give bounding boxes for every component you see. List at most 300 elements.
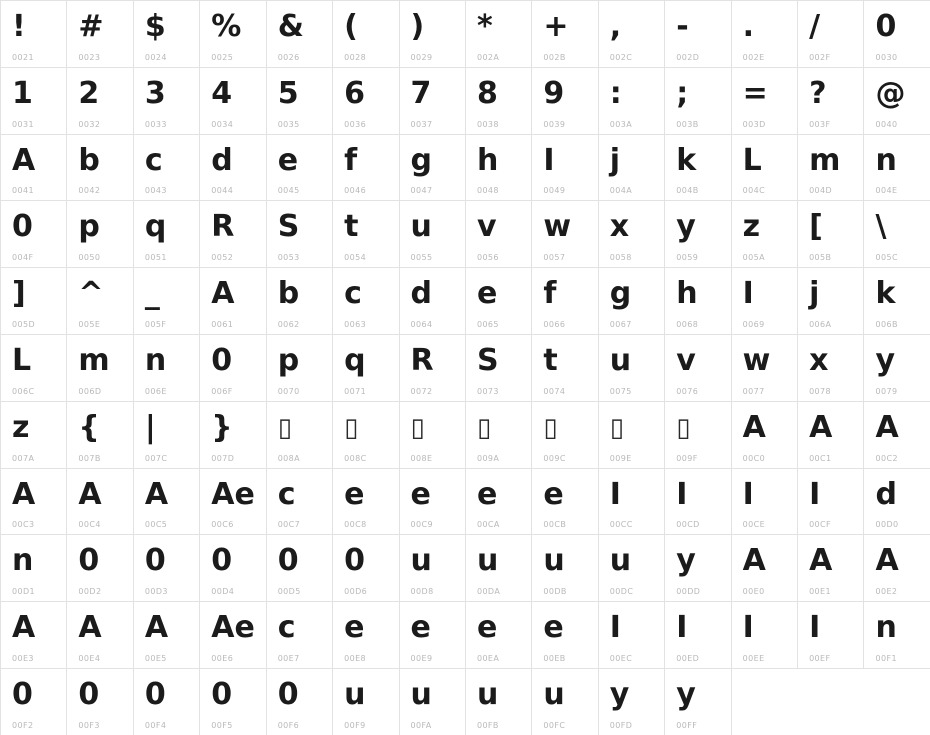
glyph-preview: | xyxy=(144,409,156,445)
glyph-cell[interactable] xyxy=(333,669,399,735)
glyph-cell[interactable] xyxy=(532,535,598,602)
glyph-cell[interactable] xyxy=(532,335,598,402)
glyph-cell[interactable] xyxy=(732,335,798,402)
glyph-cell[interactable] xyxy=(200,535,266,602)
glyph-codepoint: 005C xyxy=(875,253,898,263)
glyph-cell[interactable] xyxy=(798,68,864,135)
glyph-preview: I xyxy=(609,476,621,512)
glyph-cell[interactable] xyxy=(134,68,200,135)
glyph-preview: v xyxy=(476,209,497,245)
glyph-codepoint: 0072 xyxy=(410,386,433,396)
glyph-cell[interactable] xyxy=(532,268,598,335)
glyph-codepoint: 00FC xyxy=(543,720,566,730)
glyph-codepoint: 0021 xyxy=(12,52,34,62)
glyph-codepoint: 00D3 xyxy=(144,587,168,597)
glyph-cell[interactable] xyxy=(665,201,731,268)
glyph-cell[interactable] xyxy=(466,335,532,402)
glyph-codepoint: 002F xyxy=(809,52,831,62)
glyph-preview: ) xyxy=(410,9,425,44)
glyph-cell[interactable] xyxy=(267,469,333,536)
glyph-cell[interactable] xyxy=(599,402,665,469)
glyph-cell[interactable] xyxy=(798,469,864,536)
glyph-cell[interactable] xyxy=(732,68,798,135)
glyph-cell[interactable] xyxy=(1,68,67,135)
glyph-codepoint: 0071 xyxy=(344,386,367,396)
glyph-cell[interactable] xyxy=(864,535,930,602)
glyph-codepoint: 0065 xyxy=(476,319,499,329)
glyph-codepoint: 0029 xyxy=(410,52,433,62)
glyph-preview: 4 xyxy=(211,75,233,111)
glyph-codepoint: 005E xyxy=(78,319,101,329)
glyph-cell[interactable] xyxy=(400,268,466,335)
glyph-preview: e xyxy=(543,610,564,646)
glyph-codepoint: 00F5 xyxy=(211,720,233,730)
glyph-preview: ▯ xyxy=(609,412,625,443)
glyph-cell[interactable] xyxy=(200,469,266,536)
glyph-cell[interactable] xyxy=(532,68,598,135)
glyph-codepoint: 004E xyxy=(875,186,898,196)
glyph-cell[interactable] xyxy=(67,135,133,202)
glyph-cell[interactable] xyxy=(599,669,665,735)
glyph-cell[interactable] xyxy=(67,1,133,68)
glyph-preview: Ae xyxy=(211,610,255,646)
glyph-codepoint: 00C9 xyxy=(410,520,433,530)
glyph-cell[interactable] xyxy=(200,268,266,335)
glyph-codepoint: 00D6 xyxy=(344,587,368,597)
glyph-cell[interactable] xyxy=(267,135,333,202)
glyph-preview: e xyxy=(410,476,431,512)
glyph-cell[interactable] xyxy=(732,135,798,202)
glyph-cell[interactable] xyxy=(665,68,731,135)
glyph-cell[interactable] xyxy=(134,669,200,735)
glyph-cell[interactable] xyxy=(1,335,67,402)
glyph-cell[interactable] xyxy=(665,602,731,669)
glyph-preview: @ xyxy=(875,75,906,111)
glyph-cell[interactable] xyxy=(200,669,266,735)
glyph-cell[interactable] xyxy=(400,602,466,669)
glyph-codepoint: 00EE xyxy=(742,653,765,663)
glyph-cell[interactable] xyxy=(400,1,466,68)
glyph-preview: 0 xyxy=(211,676,233,712)
glyph-cell[interactable] xyxy=(466,402,532,469)
glyph-cell[interactable] xyxy=(466,1,532,68)
glyph-cell[interactable] xyxy=(599,68,665,135)
glyph-preview: L xyxy=(12,342,32,378)
glyph-preview: \ xyxy=(875,209,887,245)
glyph-cell[interactable] xyxy=(532,602,598,669)
glyph-cell[interactable] xyxy=(1,402,67,469)
glyph-preview: 7 xyxy=(410,75,432,111)
glyph-preview: n xyxy=(875,610,897,646)
glyph-preview: p xyxy=(277,342,300,378)
glyph-preview: 2 xyxy=(78,75,100,111)
glyph-codepoint: 0069 xyxy=(742,319,765,329)
glyph-cell[interactable] xyxy=(1,1,67,68)
glyph-codepoint: 00F4 xyxy=(144,720,167,730)
glyph-cell[interactable] xyxy=(466,268,532,335)
glyph-preview: A xyxy=(12,142,36,178)
glyph-codepoint: 00CB xyxy=(543,520,567,530)
glyph-cell[interactable] xyxy=(333,469,399,536)
glyph-codepoint: 0047 xyxy=(410,186,433,196)
glyph-cell[interactable] xyxy=(798,402,864,469)
glyph-codepoint: 002E xyxy=(742,52,765,62)
glyph-codepoint: 0036 xyxy=(344,119,367,129)
glyph-codepoint: 00FF xyxy=(676,720,698,730)
glyph-cell[interactable] xyxy=(134,335,200,402)
glyph-cell[interactable] xyxy=(333,201,399,268)
glyph-codepoint: 006B xyxy=(875,319,898,329)
glyph-cell[interactable] xyxy=(67,669,133,735)
glyph-cell[interactable] xyxy=(599,602,665,669)
glyph-codepoint: 005D xyxy=(12,319,36,329)
glyph-cell[interactable] xyxy=(200,1,266,68)
glyph-codepoint: 00E8 xyxy=(344,653,367,663)
glyph-preview: e xyxy=(410,610,431,646)
glyph-cell[interactable] xyxy=(466,135,532,202)
glyph-codepoint: 007B xyxy=(78,453,101,463)
glyph-codepoint: 0066 xyxy=(543,319,566,329)
glyph-preview: I xyxy=(742,476,754,512)
glyph-cell[interactable] xyxy=(798,335,864,402)
glyph-cell[interactable] xyxy=(267,335,333,402)
glyph-preview: : xyxy=(609,75,622,111)
glyph-cell[interactable] xyxy=(732,268,798,335)
glyph-cell[interactable] xyxy=(400,535,466,602)
glyph-cell[interactable] xyxy=(864,402,930,469)
glyph-cell[interactable] xyxy=(200,335,266,402)
glyph-codepoint: 0028 xyxy=(344,52,367,62)
glyph-cell[interactable] xyxy=(400,669,466,735)
glyph-cell[interactable] xyxy=(333,68,399,135)
glyph-codepoint: 003D xyxy=(742,119,766,129)
glyph-preview: & xyxy=(277,9,304,44)
glyph-cell[interactable] xyxy=(466,602,532,669)
glyph-cell[interactable] xyxy=(732,535,798,602)
glyph-cell[interactable] xyxy=(599,135,665,202)
glyph-preview: e xyxy=(476,476,498,512)
glyph-preview: ▯ xyxy=(543,412,558,443)
glyph-preview: x xyxy=(809,342,829,378)
glyph-cell[interactable] xyxy=(665,402,731,469)
glyph-cell[interactable] xyxy=(532,1,598,68)
glyph-cell[interactable] xyxy=(798,535,864,602)
glyph-cell[interactable] xyxy=(864,68,930,135)
glyph-preview: u xyxy=(476,676,499,712)
glyph-cell[interactable] xyxy=(67,335,133,402)
glyph-codepoint: 00E7 xyxy=(277,653,300,663)
glyph-cell[interactable] xyxy=(864,335,930,402)
glyph-cell[interactable] xyxy=(798,135,864,202)
glyph-codepoint: 00E2 xyxy=(875,587,898,597)
glyph-cell[interactable] xyxy=(665,268,731,335)
glyph-codepoint: 0031 xyxy=(12,119,34,129)
glyph-preview: 0 xyxy=(344,543,365,579)
glyph-preview: + xyxy=(543,9,569,44)
glyph-codepoint: 00CA xyxy=(476,520,500,530)
glyph-cell[interactable] xyxy=(67,535,133,602)
glyph-cell[interactable] xyxy=(1,201,67,268)
glyph-codepoint: 00DB xyxy=(543,587,567,597)
glyph-cell[interactable] xyxy=(400,402,466,469)
glyph-codepoint: 009E xyxy=(609,453,632,463)
glyph-cell[interactable] xyxy=(200,68,266,135)
glyph-cell[interactable] xyxy=(665,135,731,202)
glyph-cell[interactable] xyxy=(333,135,399,202)
glyph-cell[interactable] xyxy=(134,1,200,68)
glyph-cell[interactable] xyxy=(267,68,333,135)
glyph-cell[interactable] xyxy=(665,1,731,68)
glyph-cell[interactable] xyxy=(67,469,133,536)
glyph-cell[interactable] xyxy=(1,135,67,202)
glyph-preview: e xyxy=(476,276,498,312)
glyph-cell[interactable] xyxy=(732,469,798,536)
glyph-cell[interactable] xyxy=(400,68,466,135)
glyph-cell[interactable] xyxy=(333,602,399,669)
glyph-cell[interactable] xyxy=(798,602,864,669)
glyph-cell[interactable] xyxy=(67,268,133,335)
glyph-cell[interactable] xyxy=(200,201,266,268)
glyph-cell[interactable] xyxy=(466,68,532,135)
glyph-cell[interactable] xyxy=(333,402,399,469)
glyph-codepoint: 009C xyxy=(543,453,566,463)
glyph-codepoint: 006F xyxy=(211,386,233,396)
glyph-cell[interactable] xyxy=(864,201,930,268)
glyph-codepoint: 00D8 xyxy=(410,587,434,597)
glyph-codepoint: 0073 xyxy=(476,386,499,396)
glyph-cell[interactable] xyxy=(267,535,333,602)
glyph-codepoint: 00C3 xyxy=(12,520,35,530)
glyph-preview: ] xyxy=(12,276,26,312)
glyph-cell[interactable] xyxy=(864,469,930,536)
glyph-codepoint: 0067 xyxy=(609,319,632,329)
glyph-cell[interactable] xyxy=(1,669,67,735)
glyph-cell[interactable] xyxy=(67,201,133,268)
glyph-preview: 0 xyxy=(277,676,299,712)
glyph-cell[interactable] xyxy=(532,201,598,268)
glyph-cell[interactable] xyxy=(665,469,731,536)
glyph-codepoint: 0075 xyxy=(609,386,632,396)
glyph-preview: $ xyxy=(144,9,166,44)
glyph-cell[interactable] xyxy=(599,335,665,402)
glyph-codepoint: 0055 xyxy=(410,253,433,263)
glyph-cell[interactable] xyxy=(267,201,333,268)
glyph-codepoint: 0057 xyxy=(543,253,566,263)
glyph-preview: y xyxy=(676,543,696,579)
glyph-preview: I xyxy=(742,610,754,646)
glyph-preview: u xyxy=(476,543,499,579)
glyph-cell[interactable] xyxy=(665,335,731,402)
glyph-preview: A xyxy=(875,543,899,579)
glyph-codepoint: 0040 xyxy=(875,119,898,129)
glyph-codepoint: 0030 xyxy=(875,52,898,62)
glyph-cell[interactable] xyxy=(400,201,466,268)
glyph-cell[interactable] xyxy=(200,602,266,669)
glyph-preview: y xyxy=(676,209,696,245)
glyph-preview: m xyxy=(78,342,110,378)
glyph-codepoint: 0026 xyxy=(277,52,300,62)
glyph-preview: 9 xyxy=(543,75,565,111)
glyph-cell[interactable] xyxy=(1,268,67,335)
glyph-codepoint: 0049 xyxy=(543,186,566,196)
glyph-cell[interactable] xyxy=(732,402,798,469)
glyph-preview: ! xyxy=(12,9,26,44)
glyph-codepoint: 004B xyxy=(676,186,699,196)
glyph-preview: 0 xyxy=(12,676,33,712)
glyph-cell[interactable] xyxy=(67,602,133,669)
glyph-cell[interactable] xyxy=(532,469,598,536)
glyph-cell[interactable] xyxy=(200,135,266,202)
glyph-codepoint: 00D0 xyxy=(875,520,899,530)
glyph-preview: c xyxy=(344,276,362,312)
glyph-cell[interactable] xyxy=(466,201,532,268)
glyph-codepoint: 00E3 xyxy=(12,653,34,663)
glyph-cell[interactable] xyxy=(134,268,200,335)
glyph-codepoint: 0037 xyxy=(410,119,433,129)
glyph-cell[interactable] xyxy=(864,1,930,68)
glyph-cell[interactable] xyxy=(400,135,466,202)
glyph-codepoint: 00EB xyxy=(543,653,566,663)
glyph-preview: _ xyxy=(144,276,160,312)
glyph-cell[interactable] xyxy=(798,268,864,335)
glyph-preview: - xyxy=(676,9,689,44)
glyph-codepoint: 002B xyxy=(543,52,566,62)
glyph-preview: S xyxy=(476,342,499,378)
glyph-cell[interactable] xyxy=(333,1,399,68)
glyph-cell[interactable] xyxy=(1,469,67,536)
glyph-cell[interactable] xyxy=(333,335,399,402)
glyph-preview: z xyxy=(742,209,761,245)
glyph-codepoint: 00F6 xyxy=(277,720,300,730)
glyph-preview: e xyxy=(476,610,498,646)
glyph-codepoint: 00EA xyxy=(476,653,500,663)
glyph-preview: n xyxy=(144,342,167,378)
glyph-cell[interactable] xyxy=(267,268,333,335)
glyph-preview: A xyxy=(742,543,766,579)
glyph-preview: 0 xyxy=(875,9,897,44)
glyph-cell[interactable] xyxy=(134,201,200,268)
glyph-cell[interactable] xyxy=(67,402,133,469)
glyph-preview: ▯ xyxy=(676,412,691,443)
glyph-cell[interactable] xyxy=(732,602,798,669)
glyph-codepoint: 00E5 xyxy=(144,653,167,663)
glyph-codepoint: 0054 xyxy=(344,253,367,263)
glyph-codepoint: 004F xyxy=(12,253,34,263)
glyph-codepoint: 00FB xyxy=(476,720,499,730)
glyph-preview: } xyxy=(211,409,233,445)
glyph-cell[interactable] xyxy=(466,469,532,536)
glyph-codepoint: 0025 xyxy=(211,52,234,62)
glyph-codepoint: 0058 xyxy=(609,253,632,263)
glyph-cell[interactable] xyxy=(864,602,930,669)
glyph-preview: I xyxy=(742,276,754,312)
glyph-cell[interactable] xyxy=(599,535,665,602)
glyph-cell[interactable] xyxy=(1,602,67,669)
glyph-preview: 6 xyxy=(344,75,365,111)
glyph-preview: u xyxy=(543,676,565,712)
glyph-preview: u xyxy=(410,676,432,712)
glyph-codepoint: 00DA xyxy=(476,587,501,597)
glyph-preview: A xyxy=(742,409,766,445)
glyph-cell[interactable] xyxy=(400,335,466,402)
glyph-preview: d xyxy=(875,476,897,512)
glyph-preview: y xyxy=(676,676,696,712)
glyph-cell[interactable] xyxy=(599,268,665,335)
glyph-preview: u xyxy=(543,543,565,579)
glyph-cell[interactable] xyxy=(267,602,333,669)
glyph-codepoint: 0079 xyxy=(875,386,898,396)
glyph-cell[interactable] xyxy=(732,201,798,268)
glyph-preview: 0 xyxy=(211,342,233,378)
glyph-preview: R xyxy=(211,209,235,245)
empty-cell xyxy=(864,669,930,735)
glyph-codepoint: 0043 xyxy=(144,186,167,196)
glyph-preview: 0 xyxy=(144,543,166,579)
glyph-preview: I xyxy=(676,610,688,646)
glyph-cell[interactable] xyxy=(67,68,133,135)
glyph-cell[interactable] xyxy=(134,602,200,669)
glyph-cell[interactable] xyxy=(267,402,333,469)
glyph-cell[interactable] xyxy=(466,669,532,735)
glyph-cell[interactable] xyxy=(732,1,798,68)
glyph-cell[interactable] xyxy=(798,201,864,268)
glyph-cell[interactable] xyxy=(134,135,200,202)
glyph-cell[interactable] xyxy=(267,669,333,735)
glyph-cell[interactable] xyxy=(200,402,266,469)
glyph-cell[interactable] xyxy=(134,402,200,469)
glyph-codepoint: 0035 xyxy=(277,119,300,129)
glyph-cell[interactable] xyxy=(333,535,399,602)
glyph-codepoint: 0023 xyxy=(78,52,101,62)
glyph-cell[interactable] xyxy=(864,268,930,335)
glyph-codepoint: 00C5 xyxy=(144,520,168,530)
glyph-codepoint: 00C6 xyxy=(211,520,234,530)
glyph-preview: w xyxy=(742,342,771,378)
glyph-preview: v xyxy=(676,342,696,378)
glyph-cell[interactable] xyxy=(267,1,333,68)
glyph-cell[interactable] xyxy=(798,1,864,68)
glyph-cell[interactable] xyxy=(599,201,665,268)
glyph-cell[interactable] xyxy=(864,135,930,202)
glyph-cell[interactable] xyxy=(665,535,731,602)
glyph-preview: j xyxy=(809,276,820,312)
glyph-preview: 0 xyxy=(78,543,100,579)
glyph-cell[interactable] xyxy=(333,268,399,335)
glyph-cell[interactable] xyxy=(134,469,200,536)
glyph-cell[interactable] xyxy=(134,535,200,602)
glyph-cell[interactable] xyxy=(400,469,466,536)
glyph-codepoint: 00D5 xyxy=(277,587,301,597)
glyph-codepoint: 009F xyxy=(676,453,698,463)
glyph-preview: c xyxy=(277,476,296,512)
glyph-cell[interactable] xyxy=(665,669,731,735)
glyph-cell[interactable] xyxy=(1,535,67,602)
glyph-cell[interactable] xyxy=(532,402,598,469)
glyph-cell[interactable] xyxy=(532,669,598,735)
glyph-cell[interactable] xyxy=(466,535,532,602)
glyph-preview: e xyxy=(277,142,299,178)
glyph-cell[interactable] xyxy=(532,135,598,202)
glyph-codepoint: 0046 xyxy=(344,186,367,196)
glyph-preview: ▯ xyxy=(277,412,292,443)
glyph-cell[interactable] xyxy=(599,1,665,68)
glyph-codepoint: 00C8 xyxy=(344,520,367,530)
glyph-codepoint: 00ED xyxy=(676,653,700,663)
glyph-cell[interactable] xyxy=(599,469,665,536)
glyph-preview: A xyxy=(211,276,235,312)
glyph-codepoint: 00F2 xyxy=(12,720,34,730)
glyph-codepoint: 0077 xyxy=(742,386,765,396)
